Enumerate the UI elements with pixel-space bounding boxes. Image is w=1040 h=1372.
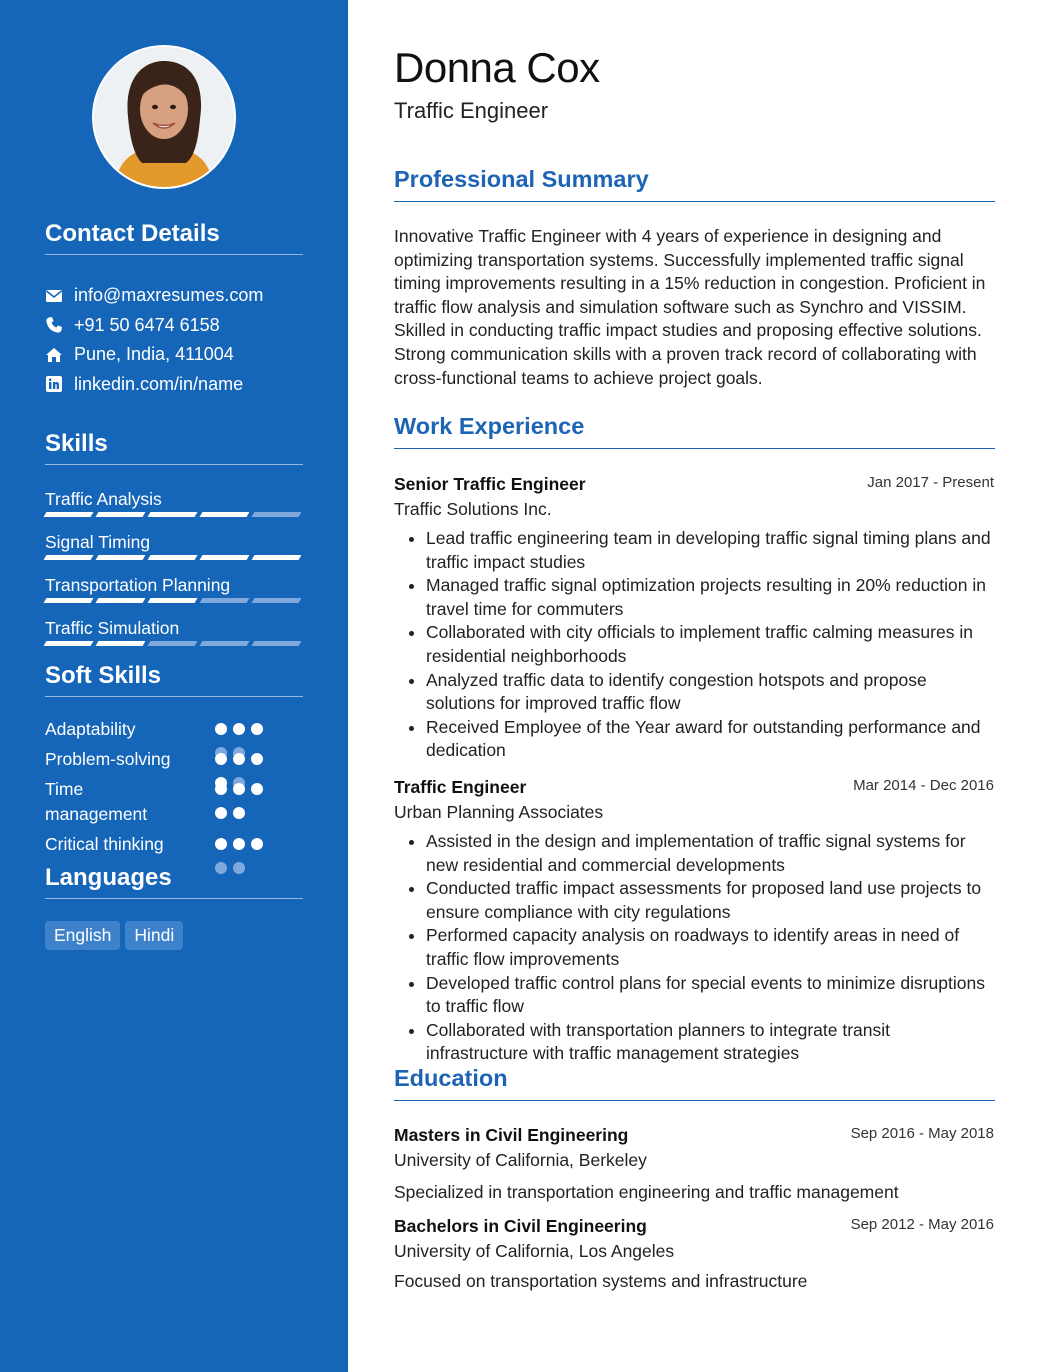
- skill-level-bar: [200, 598, 250, 603]
- languages-section: [45, 864, 303, 950]
- list-item: • Analyzed traffic data to identify congestion hotspots and propose solutions for improved traffic flow: [426, 669, 995, 716]
- job-company: Traffic Solutions Inc.: [394, 499, 552, 519]
- skill-level-bar: [148, 555, 198, 560]
- skill-item: [45, 488, 303, 531]
- skill-item: [45, 617, 303, 660]
- soft-skill-item: [45, 777, 303, 832]
- soft-skills-section: [45, 662, 303, 862]
- skill-level-bar: [96, 512, 146, 517]
- contact-linkedin[interactable]: linkedin.com/in/name: [45, 370, 303, 400]
- soft-skill-dot: [215, 783, 227, 795]
- phone-icon: [45, 316, 63, 334]
- soft-skill-dot: [233, 783, 245, 795]
- soft-skill-dot: [215, 753, 227, 765]
- job-bullets: [394, 830, 995, 1066]
- soft-skill-name: Time management: [45, 779, 148, 824]
- job-title: Traffic Engineer: [394, 777, 527, 797]
- soft-skill-dot: [251, 783, 263, 795]
- linkedin-icon: [45, 375, 63, 393]
- soft-skill-name: Adaptability: [45, 719, 136, 739]
- soft-skill-dot: [233, 838, 245, 850]
- education-entry: [394, 1125, 995, 1205]
- skill-level-bars: [45, 598, 303, 603]
- skill-item: [45, 574, 303, 617]
- contact-phone[interactable]: +91 50 6474 6158: [45, 311, 303, 341]
- skills-list: [45, 488, 303, 660]
- contact-address: Pune, India, 411004: [45, 340, 303, 370]
- degree-title: Bachelors in Civil Engineering: [394, 1216, 647, 1236]
- skill-level-bar: [148, 641, 198, 646]
- skill-level-bar: [148, 598, 198, 603]
- skills-section: [45, 430, 303, 660]
- list-item: • Assisted in the design and implementation of traffic signal systems for new residential and commercial developments: [426, 830, 995, 877]
- candidate-title: Traffic Engineer: [394, 98, 549, 123]
- soft-skill-item: [45, 747, 303, 777]
- contact-email[interactable]: info@maxresumes.com: [45, 281, 303, 311]
- skill-name: Transportation Planning: [45, 575, 231, 595]
- soft-skill-dot: [215, 807, 227, 819]
- summary-heading: Professional Summary: [394, 166, 995, 202]
- skill-level-bar: [96, 598, 146, 603]
- candidate-name: Donna Cox: [394, 44, 600, 91]
- school-name: University of California, Berkeley: [394, 1150, 647, 1170]
- job-entry: [394, 474, 995, 763]
- list-item: • Performed capacity analysis on roadways to identify areas in need of traffic flow improvements: [426, 924, 995, 971]
- skill-level-bar: [200, 512, 250, 517]
- soft-skill-dot: [251, 753, 263, 765]
- list-item: • Developed traffic control plans for special events to minimize disruptions to traffic flow: [426, 972, 995, 1019]
- summary-text: Innovative Traffic Engineer with 4 years of experience in designing and optimizing transportation systems. Successfully implemented traffic signal timing improvements resulting in a 15% reduction in congestion. Proficient in traffic flow analysis and simulation software such as Synchro and VISSIM. Skilled in conducting traffic impact studies and proposing effective solutions. Strong communication skills with a proven track record of collaborating with cross-functional teams to achieve project goals.: [394, 226, 986, 388]
- language-tag: English: [45, 921, 120, 950]
- skill-level-bar: [252, 555, 302, 560]
- education-note: Focused on transportation systems and infrastructure: [394, 1271, 808, 1291]
- skill-level-bar: [44, 512, 94, 517]
- skill-level-bar: [44, 555, 94, 560]
- soft-skill-dot: [233, 753, 245, 765]
- job-dates: Mar 2014 - Dec 2016: [853, 777, 994, 794]
- soft-skill-name: Critical thinking: [45, 834, 164, 854]
- skill-level-bar: [96, 555, 146, 560]
- skill-item: [45, 531, 303, 574]
- list-item: • Conducted traffic impact assessments for proposed land use projects to ensure compliance with city regulations: [426, 877, 995, 924]
- skill-level-bar: [200, 641, 250, 646]
- soft-skill-dot: [215, 723, 227, 735]
- envelope-icon: [45, 287, 63, 305]
- skill-name: Traffic Simulation: [45, 618, 180, 638]
- list-item: • Received Employee of the Year award for outstanding performance and dedication: [426, 716, 995, 763]
- skills-heading: Skills: [45, 430, 303, 465]
- skill-level-bars: [45, 641, 303, 646]
- job-entry: [394, 777, 995, 1066]
- education-note: Specialized in transportation engineering and traffic management: [394, 1182, 899, 1202]
- degree-title: Masters in Civil Engineering: [394, 1125, 629, 1145]
- skill-level-bar: [44, 641, 94, 646]
- education-dates: Sep 2012 - May 2016: [850, 1216, 994, 1233]
- job-dates: Jan 2017 - Present: [867, 474, 994, 491]
- soft-skill-item: [45, 832, 303, 862]
- skill-level-bar: [200, 555, 250, 560]
- skill-level-bars: [45, 512, 303, 517]
- job-company: Urban Planning Associates: [394, 802, 604, 822]
- list-item: • Collaborated with city officials to implement traffic calming measures in residential neighborhoods: [426, 621, 995, 668]
- skill-name: Signal Timing: [45, 532, 151, 552]
- experience-heading: Work Experience: [394, 413, 995, 449]
- languages-heading: Languages: [45, 864, 303, 899]
- soft-skill-dot: [233, 807, 245, 819]
- list-item: • Lead traffic engineering team in developing traffic signal timing plans and traffic impact studies: [426, 527, 995, 574]
- soft-skill-dot: [251, 838, 263, 850]
- soft-skill-name: Problem-solving: [45, 749, 171, 769]
- job-bullets: [394, 527, 995, 763]
- list-item: • Collaborated with transportation planners to integrate transit infrastructure with traffic management strategies: [426, 1019, 995, 1066]
- skill-level-bar: [96, 641, 146, 646]
- soft-skill-dots: [215, 783, 285, 831]
- soft-skill-item: [45, 717, 303, 747]
- contact-heading: Contact Details: [45, 220, 303, 255]
- sidebar: [0, 0, 348, 1372]
- skill-level-bar: [252, 598, 302, 603]
- list-item: • Managed traffic signal optimization projects resulting in 20% reduction in travel time for commuters: [426, 574, 995, 621]
- soft-skill-dot: [251, 723, 263, 735]
- avatar: [92, 45, 236, 189]
- skill-level-bar: [148, 512, 198, 517]
- skill-name: Traffic Analysis: [45, 489, 162, 509]
- education-dates: Sep 2016 - May 2018: [850, 1125, 994, 1142]
- job-title: Senior Traffic Engineer: [394, 474, 586, 494]
- soft-skill-dot: [215, 838, 227, 850]
- home-icon: [45, 346, 63, 364]
- school-name: University of California, Los Angeles: [394, 1241, 675, 1261]
- skill-level-bar: [252, 641, 302, 646]
- education-entry: [394, 1216, 995, 1294]
- language-tag: Hindi: [125, 921, 183, 950]
- skill-level-bar: [44, 598, 94, 603]
- contact-section: [45, 220, 303, 399]
- soft-skills-heading: Soft Skills: [45, 662, 303, 697]
- soft-skill-dot: [233, 723, 245, 735]
- skill-level-bar: [252, 512, 302, 517]
- education-heading: Education: [394, 1065, 995, 1101]
- skill-level-bars: [45, 555, 303, 560]
